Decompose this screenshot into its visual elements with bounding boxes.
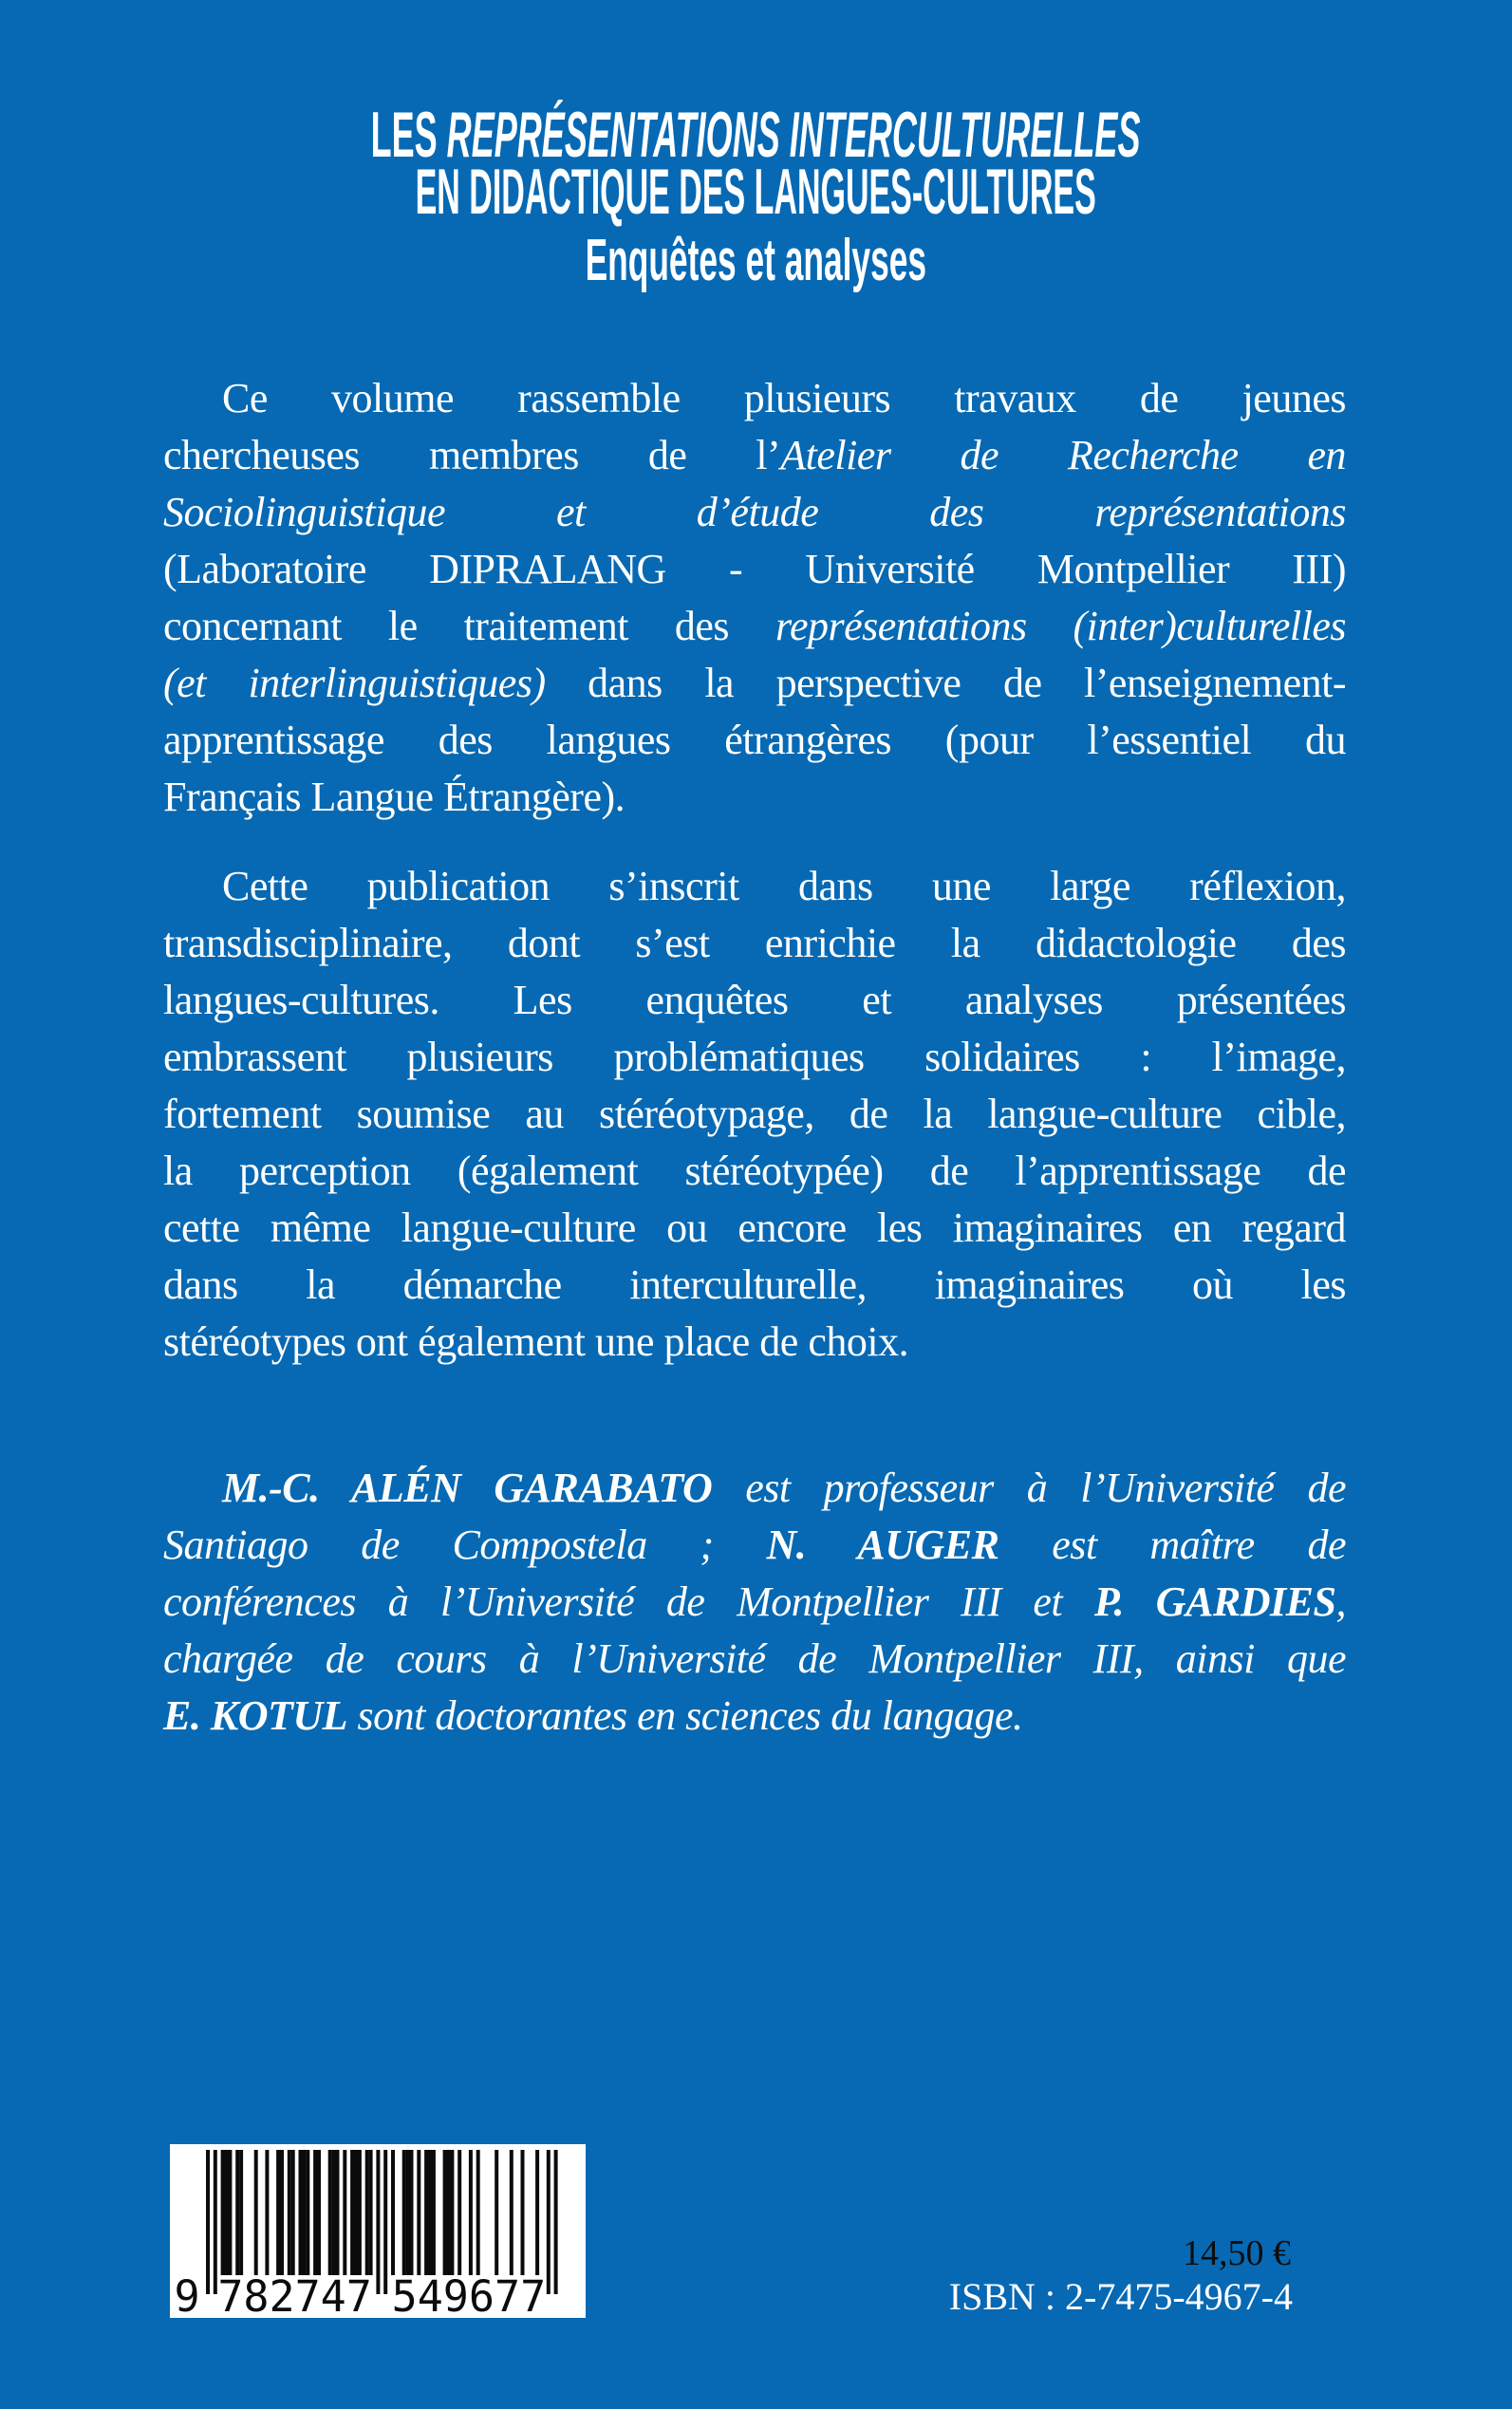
text-run: Sociolinguistique et d’étude des représentations [163, 489, 1346, 535]
text-run: LES [371, 99, 448, 171]
synopsis-paragraph-2 [163, 858, 1346, 1371]
barcode-bar [365, 2150, 369, 2275]
barcode-bar [424, 2150, 428, 2275]
barcode-bar [376, 2150, 380, 2294]
text-run: Atelier de Recherche en [780, 432, 1346, 478]
barcode-bar [276, 2150, 280, 2275]
text-line [163, 1631, 1346, 1688]
barcode-bar [336, 2150, 340, 2275]
barcode-bar [457, 2150, 461, 2275]
barcode-bar [235, 2150, 239, 2275]
text-line [163, 655, 1346, 712]
barcode-bar [328, 2150, 332, 2275]
barcode-bar [521, 2150, 525, 2275]
text-run: transdisciplinaire, dont s’est enrichie la didactologie des [163, 920, 1346, 966]
barcode-bar [280, 2150, 284, 2275]
ean-barcode-svg [170, 2144, 586, 2318]
text-run: sont doctorantes en sciences du langage. [347, 1692, 1023, 1739]
text-line [163, 1200, 1346, 1257]
text-line [163, 915, 1346, 972]
text-line [163, 1314, 1346, 1371]
barcode-bar [228, 2150, 232, 2275]
barcode-bar [343, 2150, 346, 2275]
barcode-bar [306, 2150, 309, 2275]
barcode-bar [410, 2150, 414, 2275]
text-run: représentations (inter)culturelles [775, 603, 1346, 649]
barcode-bar [302, 2150, 306, 2275]
text-run: dans la perspective de l’enseignement- [545, 660, 1346, 706]
barcode-bar [254, 2150, 258, 2275]
text-line [163, 972, 1346, 1029]
text-line [163, 541, 1346, 598]
price-label: 14,50 € [1183, 2233, 1291, 2273]
barcode-bar [317, 2150, 321, 2275]
barcode-bar [239, 2150, 243, 2275]
text-line [163, 484, 1346, 541]
text-line [163, 427, 1346, 484]
text-run: langues-cultures. Les enquêtes et analyses présentées [163, 977, 1346, 1023]
text-line [163, 1574, 1346, 1631]
text-run: dans la démarche interculturelle, imaginaires où les [163, 1261, 1346, 1308]
text-run: P. GARDIES [1093, 1578, 1336, 1625]
text-line [163, 1143, 1346, 1200]
barcode-bar [354, 2150, 358, 2275]
barcode-bar [554, 2150, 558, 2294]
text-run: cette même langue-culture ou encore les imaginaires en regard [163, 1204, 1346, 1251]
barcode-bar [288, 2150, 291, 2275]
text-run: stéréotypes ont également une place de choix. [163, 1318, 909, 1365]
title-subtitle [0, 228, 1512, 293]
barcode-bar [383, 2150, 387, 2294]
barcode-bar [291, 2150, 295, 2275]
authors-paragraph [163, 1460, 1346, 1745]
barcode-bar [417, 2150, 420, 2275]
text-run: (Laboratoire DIPRALANG - Université Montpellier III) [163, 546, 1346, 592]
text-run: chercheuses membres de l’ [163, 432, 781, 478]
text-run: conférences à l’Université de Montpellier III et [163, 1578, 1094, 1625]
barcode-bar [221, 2150, 225, 2275]
barcode-digits-left: 782747 [217, 2271, 372, 2318]
barcode-bar [369, 2150, 373, 2275]
text-run: chargée de cours à l’Université de Montpellier III, ainsi que [163, 1635, 1346, 1682]
text-line [163, 769, 1346, 826]
synopsis-paragraph-1 [163, 370, 1346, 826]
text-line [163, 370, 1346, 427]
barcode-bar [332, 2150, 336, 2275]
barcode-digits-right: 549677 [391, 2271, 547, 2318]
barcode-bar [447, 2150, 451, 2275]
text-run: REPRÉSENTATIONS INTERCULTURELLES [447, 99, 1141, 171]
barcode-digit-first: 9 [174, 2271, 200, 2318]
text-line [163, 1517, 1346, 1574]
text-run: concernant le traitement des [163, 603, 775, 649]
text-run: Ce volume rassemble plusieurs travaux de jeunes [222, 375, 1346, 421]
text-line [163, 712, 1346, 769]
barcode-bar [469, 2150, 473, 2275]
text-line [163, 1029, 1346, 1086]
barcode-bar [432, 2150, 436, 2275]
text-run: (et interlinguistiques) [163, 660, 546, 706]
title-line-2-text: EN DIDACTIQUE DES LANGUES-CULTURES [415, 156, 1097, 228]
barcode-bar [406, 2150, 410, 2275]
title-line-2 [0, 156, 1512, 228]
text-run: N. AUGER [766, 1522, 999, 1568]
text-run: M.-C. ALÉN GARABATO [222, 1465, 713, 1511]
barcode-bar [510, 2150, 513, 2275]
text-run: la perception (également stéréotypée) de l’apprentissage de [163, 1148, 1346, 1194]
text-run: apprentissage des langues étrangères (pour l’essentiel du [163, 717, 1346, 763]
text-line [163, 1086, 1346, 1143]
text-run: fortement soumise au stéréotypage, de la langue-culture cible, [163, 1091, 1346, 1137]
barcode-bar [443, 2150, 447, 2275]
isbn-label: ISBN : 2-7475-4967-4 [948, 2275, 1293, 2318]
barcode-bar [495, 2150, 498, 2275]
barcode-bar [299, 2150, 303, 2275]
text-line [163, 1257, 1346, 1314]
barcode-bar [547, 2150, 551, 2294]
barcode-bar [535, 2150, 539, 2275]
text-line [163, 598, 1346, 655]
barcode-bar [476, 2150, 480, 2275]
barcode-bar [350, 2150, 354, 2275]
text-run: est maître de [999, 1522, 1346, 1568]
barcode-bar [214, 2150, 217, 2294]
barcode-bar [428, 2150, 432, 2275]
text-run: Santiago de Compostela ; [163, 1522, 767, 1568]
barcode-bar [225, 2150, 229, 2275]
barcode-bar [402, 2150, 406, 2275]
text-run: E. KOTUL [163, 1692, 347, 1739]
barcode-bar [206, 2150, 210, 2294]
barcode-bar [265, 2150, 269, 2275]
text-line [163, 1460, 1346, 1517]
text-run: Français Langue Étrangère). [163, 774, 625, 820]
barcode-bar [313, 2150, 317, 2275]
barcode-bar [358, 2150, 362, 2275]
text-run: , [1335, 1578, 1346, 1625]
text-run: Cette publication s’inscrit dans une large réflexion, [222, 863, 1346, 909]
text-run: embrassent plusieurs problématiques solidaires : l’image, [163, 1034, 1346, 1080]
text-line [163, 858, 1346, 915]
text-line [163, 1688, 1346, 1745]
title-subtitle-text: Enquêtes et analyses [585, 228, 927, 293]
barcode-bar [391, 2150, 395, 2275]
ean-barcode [170, 2144, 586, 2318]
text-run: est professeur à l’Université de [712, 1465, 1346, 1511]
barcode-bar [450, 2150, 454, 2275]
